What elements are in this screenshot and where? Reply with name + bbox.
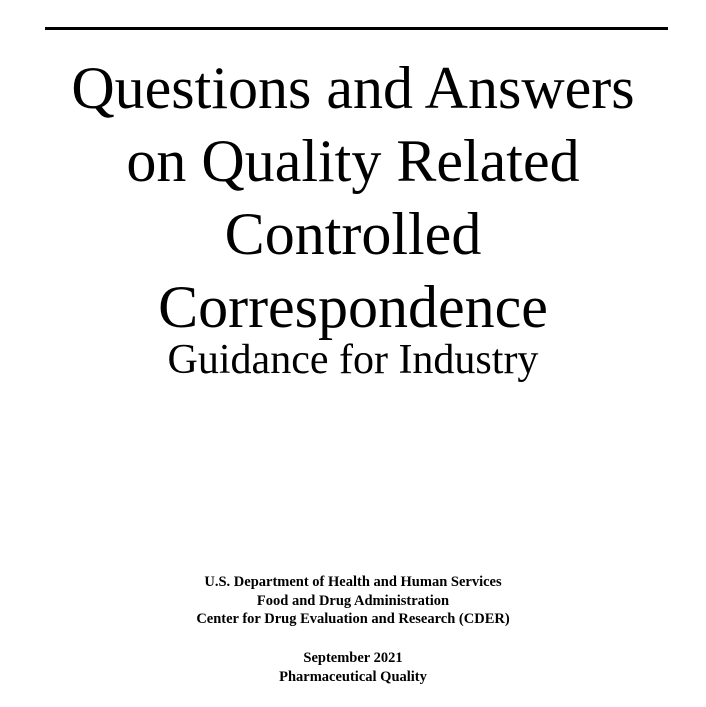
agency-block [0, 573, 706, 629]
date-category-block [0, 649, 706, 686]
agency-administration: Food and Drug Administration [256, 592, 450, 609]
document-title-line-1: Questions and Answers [71, 55, 635, 121]
document-title-line-2: on Quality Related [126, 128, 580, 194]
document-title-line-4: Correspondence [158, 274, 548, 340]
agency-center: Center for Drug Evaluation and Research (CDER) [196, 611, 510, 627]
top-horizontal-rule [45, 27, 668, 30]
title-block [0, 52, 706, 384]
document-subtitle: Guidance for Industry [167, 337, 539, 383]
publication-date: September 2021 [303, 650, 403, 666]
document-title-line-3: Controlled [224, 201, 482, 267]
document-category: Pharmaceutical Quality [279, 668, 427, 685]
agency-department: U.S. Department of Health and Human Services [204, 574, 502, 590]
